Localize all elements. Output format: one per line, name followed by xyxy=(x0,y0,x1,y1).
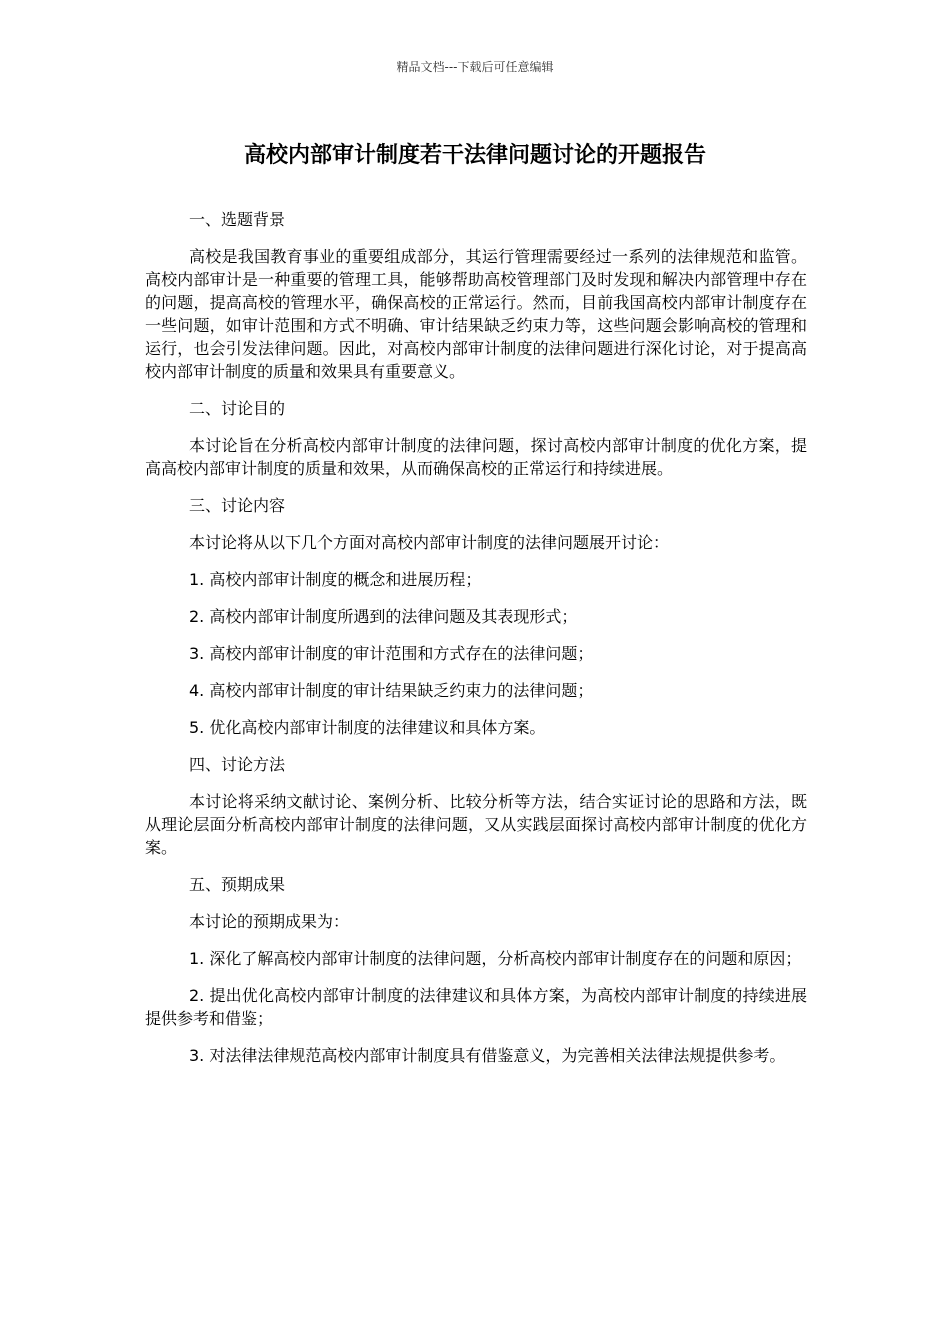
background-paragraph: 高校是我国教育事业的重要组成部分，其运行管理需要经过一系列的法律规范和监管。高校内部审计是一种重要的管理工具，能够帮助高校管理部门及时发现和解决内部管理中存在的问题，提高高校的管理水平，确保高校的正常运行。然而，目前我国高校内部审计制度存在一些问题，如审计范围和方式不明确、审计结果缺乏约束力等，这些问题会影响高校的管理和运行，也会引发法律问题。因此，对高校内部审计制度的法律问题进行深化讨论，对于提高高校内部审计制度的质量和效果具有重要意义。 xyxy=(145,247,807,381)
results-intro: 本讨论的预期成果为： xyxy=(189,912,350,931)
section-heading-purpose: 二、讨论目的 xyxy=(189,399,286,418)
method-paragraph: 本讨论将采纳文献讨论、案例分析、比较分析等方法，结合实证讨论的思路和方法，既从理论层面分析高校内部审计制度的法律问题，又从实践层面探讨高校内部审计制度的优化方案。 xyxy=(145,792,807,857)
document-title: 高校内部审计制度若干法律问题讨论的开题报告 xyxy=(243,143,706,168)
content-intro: 本讨论将从以下几个方面对高校内部审计制度的法律问题展开讨论： xyxy=(189,533,670,552)
content-item: 2. 高校内部审计制度所遇到的法律问题及其表现形式； xyxy=(189,607,578,626)
document-body xyxy=(145,208,807,1081)
results-item: 2. 提出优化高校内部审计制度的法律建议和具体方案，为高校内部审计制度的持续进展提供参考和借鉴； xyxy=(145,986,807,1028)
section-heading-results: 五、预期成果 xyxy=(189,875,286,894)
results-item: 1. 深化了解高校内部审计制度的法律问题，分析高校内部审计制度存在的问题和原因； xyxy=(189,949,802,968)
section-heading-content: 三、讨论内容 xyxy=(189,496,286,515)
section-heading-method: 四、讨论方法 xyxy=(189,755,286,774)
results-item: 3. 对法律法律规范高校内部审计制度具有借鉴意义，为完善相关法律法规提供参考。 xyxy=(189,1046,786,1065)
content-item: 4. 高校内部审计制度的审计结果缺乏约束力的法律问题； xyxy=(189,681,594,700)
purpose-paragraph: 本讨论旨在分析高校内部审计制度的法律问题，探讨高校内部审计制度的优化方案，提高高校内部审计制度的质量和效果，从而确保高校的正常运行和持续进展。 xyxy=(145,436,807,478)
content-item: 3. 高校内部审计制度的审计范围和方式存在的法律问题； xyxy=(189,644,594,663)
section-heading-background: 一、选题背景 xyxy=(189,210,286,229)
header-note: 精品文档---下载后可任意编辑 xyxy=(396,60,554,74)
content-item: 5. 优化高校内部审计制度的法律建议和具体方案。 xyxy=(189,718,546,737)
content-item: 1. 高校内部审计制度的概念和进展历程； xyxy=(189,570,482,589)
